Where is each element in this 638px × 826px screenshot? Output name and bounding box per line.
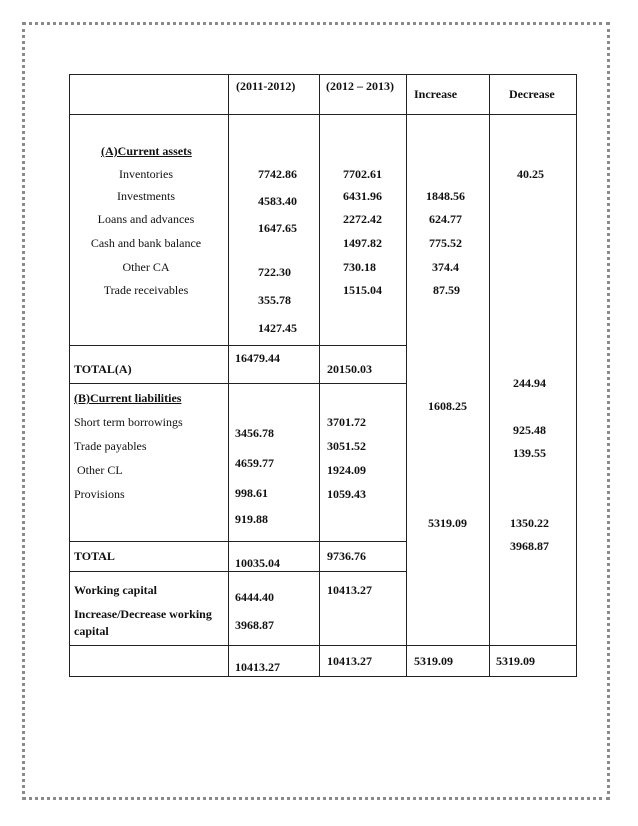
ca-increase-value: 374.4 xyxy=(432,260,459,274)
cl-2011-value: 919.88 xyxy=(235,512,268,526)
ca-2012-value: 1497.82 xyxy=(343,236,382,250)
table-rule-row xyxy=(69,383,406,384)
change-working-capital-value: 3968.87 xyxy=(235,618,274,632)
cl-decrease-value: 3968.87 xyxy=(510,539,549,553)
ca-2011-value: 4583.40 xyxy=(258,194,297,208)
final-2012: 10413.27 xyxy=(327,654,372,668)
table-rule-col xyxy=(228,74,229,676)
total-a-2011: 16479.44 xyxy=(235,351,280,365)
ca-increase-value: 775.52 xyxy=(429,236,462,250)
header-increase: Increase xyxy=(414,87,458,101)
ca-2012-value: 730.18 xyxy=(343,260,376,274)
ca-2011-value: 722.30 xyxy=(258,265,291,279)
cl-2012-value: 1924.09 xyxy=(327,463,366,477)
ca-increase-value: 1848.56 xyxy=(426,189,465,203)
cl-decrease-value: 1350.22 xyxy=(510,516,549,530)
cl-decrease-value: 244.94 xyxy=(513,376,546,390)
cl-decrease-value: 139.55 xyxy=(513,446,546,460)
ca-2012-value: 2272.42 xyxy=(343,212,382,226)
working-capital-label: Working capital xyxy=(74,583,158,597)
current-assets-heading: (A)Current assets xyxy=(101,144,192,158)
ca-2011-value: 1647.65 xyxy=(258,221,297,235)
table-rule-col xyxy=(406,74,407,676)
cl-2012-value: 3051.52 xyxy=(327,439,366,453)
cl-item-short-term: Short term borrowings xyxy=(74,415,183,429)
table-rule-row xyxy=(69,645,576,646)
ca-2012-value: 1515.04 xyxy=(343,283,382,297)
table-rule-row xyxy=(69,345,406,346)
ca-2011-value: 1427.45 xyxy=(258,321,297,335)
ca-2012-value: 7702.61 xyxy=(343,167,382,181)
table-rule-left xyxy=(69,74,70,676)
table-rule-row xyxy=(69,571,406,572)
total-2011: 10035.04 xyxy=(235,556,280,570)
cl-2011-value: 4659.77 xyxy=(235,456,274,470)
table-rule-bottom xyxy=(69,676,577,677)
table-rule-row xyxy=(69,114,576,115)
table-rule-right xyxy=(576,74,577,676)
total-label: TOTAL xyxy=(74,549,115,563)
cl-item-other-cl: Other CL xyxy=(77,463,123,477)
ca-item-trade-receivables: Trade receivables xyxy=(103,283,189,297)
ca-increase-value: 87.59 xyxy=(433,283,460,297)
ca-increase-value: 624.77 xyxy=(429,212,462,226)
ca-2011-value: 7742.86 xyxy=(258,167,297,181)
header-2012-2013: (2012 – 2013) xyxy=(326,79,394,93)
cl-item-provisions: Provisions xyxy=(74,487,125,501)
table-rule-row xyxy=(69,541,406,542)
table-rule-top xyxy=(69,74,576,75)
ca-2012-value: 6431.96 xyxy=(343,189,382,203)
cl-item-trade-payables: Trade payables xyxy=(74,439,147,453)
total-a-2012: 20150.03 xyxy=(327,362,372,376)
cl-2012-value: 3701.72 xyxy=(327,415,366,429)
ca-item-loans-advances: Loans and advances xyxy=(97,212,195,226)
table-rule-col xyxy=(319,74,320,676)
final-decrease: 5319.09 xyxy=(496,654,535,668)
ca-item-other-ca: Other CA xyxy=(122,260,170,274)
cl-decrease-value: 925.48 xyxy=(513,423,546,437)
final-2011: 10413.27 xyxy=(235,660,280,674)
change-working-capital-label: Increase/Decrease working capital xyxy=(74,607,212,638)
cl-2011-value: 3456.78 xyxy=(235,426,274,440)
cl-increase-value: 5319.09 xyxy=(428,516,467,530)
ca-2011-value: 355.78 xyxy=(258,293,291,307)
ca-item-investments: Investments xyxy=(117,189,175,203)
header-2011-2012: (2011-2012) xyxy=(236,79,296,93)
header-decrease: Decrease xyxy=(509,87,555,101)
working-capital-2011: 6444.40 xyxy=(235,590,274,604)
cl-increase-value: 1608.25 xyxy=(428,399,467,413)
cl-2011-value: 998.61 xyxy=(235,486,268,500)
cl-2012-value: 1059.43 xyxy=(327,487,366,501)
working-capital-2012: 10413.27 xyxy=(327,583,372,597)
ca-item-inventories: Inventories xyxy=(119,167,173,181)
total-2012: 9736.76 xyxy=(327,549,366,563)
total-a-label: TOTAL(A) xyxy=(74,362,132,376)
final-increase: 5319.09 xyxy=(414,654,453,668)
current-liabilities-heading: (B)Current liabilities xyxy=(74,391,182,405)
table-rule-col xyxy=(489,74,490,676)
ca-decrease-value: 40.25 xyxy=(517,167,544,181)
ca-item-cash-bank: Cash and bank balance xyxy=(90,236,202,250)
